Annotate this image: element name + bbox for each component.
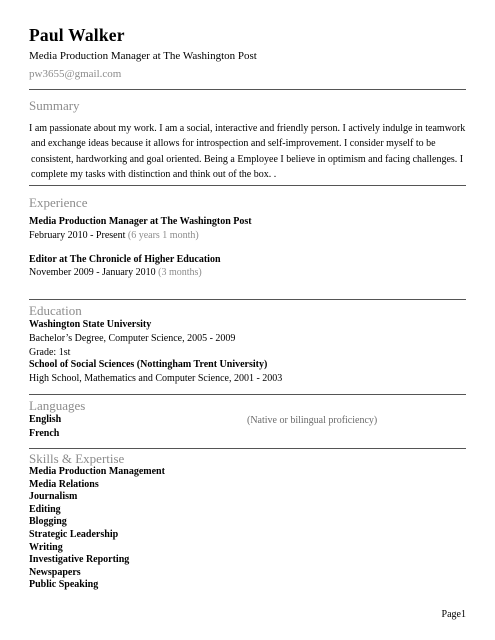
divider: [29, 394, 466, 395]
candidate-headline: Media Production Manager at The Washington Post: [29, 50, 257, 62]
degree: Bachelor’s Degree, Computer Science, 2005 - 2009: [29, 333, 236, 344]
summary-heading: Summary: [29, 98, 80, 113]
divider: [29, 89, 466, 90]
candidate-email[interactable]: pw3655@gmail.com: [29, 68, 122, 80]
degree: High School, Mathematics and Computer Science, 2001 - 2003: [29, 373, 283, 384]
divider: [29, 185, 466, 186]
languages-heading: Languages: [29, 398, 86, 413]
candidate-name: Paul Walker: [29, 25, 125, 45]
job-date-range: November 2009 - January 2010: [29, 267, 156, 278]
job-date-range: February 2010 - Present: [29, 230, 126, 241]
summary-line: consistent, hardworking and goal oriented. Being a Employee I believe in optimism and facing challenges. I: [31, 153, 464, 165]
skill-item: Blogging: [29, 516, 67, 528]
job-dates: [29, 267, 202, 278]
skills-heading: Skills & Expertise: [29, 451, 125, 466]
skill-item: Investigative Reporting: [29, 554, 130, 566]
job-dates: [29, 230, 199, 241]
school-name: Washington State University: [29, 319, 152, 330]
summary-line: I am passionate about my work. I am a social, interactive and friendly person. I actively indulge in teamwork: [29, 123, 466, 134]
job-duration: (6 years 1 month): [127, 230, 199, 241]
skill-item: Editing: [29, 503, 61, 515]
experience-heading: Experience: [29, 195, 88, 210]
divider: [29, 299, 466, 300]
language-name: French: [29, 428, 60, 439]
skills-list: [29, 466, 165, 592]
grade: Grade: 1st: [29, 347, 71, 358]
skill-item: Public Speaking: [29, 579, 99, 591]
skill-item: Journalism: [29, 491, 78, 503]
page-number: Page1: [441, 609, 466, 620]
skill-item: Writing: [29, 541, 63, 553]
education-heading: Education: [29, 303, 82, 318]
skill-item: Newspapers: [29, 566, 81, 578]
language-proficiency: (Native or bilingual proficiency): [247, 415, 378, 426]
job-title: Editor at The Chronicle of Higher Education: [29, 254, 221, 265]
job-duration: (3 months): [158, 267, 202, 278]
skill-item: Media Production Management: [29, 466, 165, 477]
job-title: Media Production Manager at The Washington Post: [29, 216, 252, 227]
language-name: English: [29, 414, 62, 425]
summary-text: [29, 121, 466, 183]
skill-item: Media Relations: [29, 478, 99, 490]
summary-line: complete my tasks with distinction and think out of the box. .: [31, 169, 277, 181]
skill-item: Strategic Leadership: [29, 528, 119, 540]
school-name: School of Social Sciences (Nottingham Trent University): [29, 359, 268, 370]
summary-line: and exchange ideas because it allows for introspection and self-improvement. I consider myself to be: [31, 138, 436, 150]
divider: [29, 448, 466, 449]
